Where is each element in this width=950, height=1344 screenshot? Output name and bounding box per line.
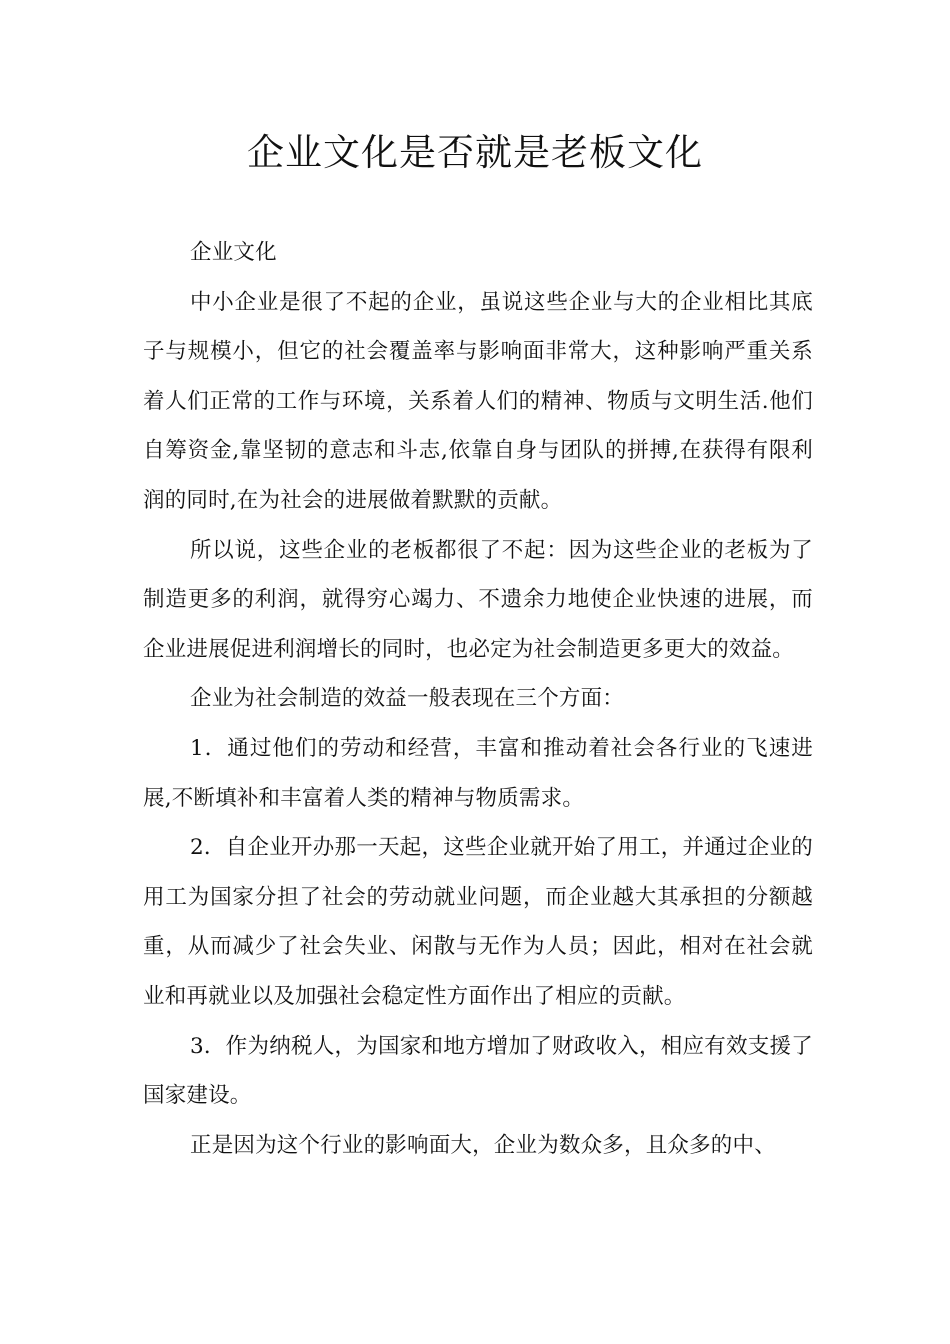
list-item: 2．自企业开办那一天起，这些企业就开始了用工，并通过企业的用工为国家分担了社会的劳动就业问题，而企业越大其承担的分额越重，从而减少了社会失业、闲散与无作为人员；因此，相对在社会就业和再就业以及加强社会稳定性方面作出了相应的贡献。 — [143, 835, 813, 1009]
document-title: 企业文化是否就是老板文化 — [247, 131, 703, 174]
paragraph: 正是因为这个行业的影响面大，企业为数众多，且众多的中、 — [190, 1132, 776, 1158]
paragraph: 中小企业是很了不起的企业，虽说这些企业与大的企业相比其底子与规模小，但它的社会覆盖率与影响面非常大，这种影响严重关系着人们正常的工作与环境，关系着人们的精神、物质与文明生活.他们自筹资金,靠坚韧的意志和斗志,依靠自身与团队的拼搏,在获得有限利润的同时,在为社会的进展做着默默的贡献。 — [143, 289, 813, 513]
list-item: 1．通过他们的劳动和经营，丰富和推动着社会各行业的飞速进展,不断填补和丰富着人类的精神与物质需求。 — [143, 735, 813, 811]
list-item: 3．作为纳税人，为国家和地方增加了财政收入，相应有效支援了国家建设。 — [143, 1033, 813, 1109]
paragraph: 所以说，这些企业的老板都很了不起：因为这些企业的老板为了制造更多的利润，就得穷心竭力、不遗余力地使企业快速的进展，而企业进展促进利润增长的同时，也必定为社会制造更多更大的效益。 — [143, 537, 813, 662]
paragraph: 企业为社会制造的效益一般表现在三个方面： — [190, 686, 625, 712]
paragraph-heading: 企业文化 — [190, 240, 277, 265]
document-body — [143, 228, 813, 1170]
